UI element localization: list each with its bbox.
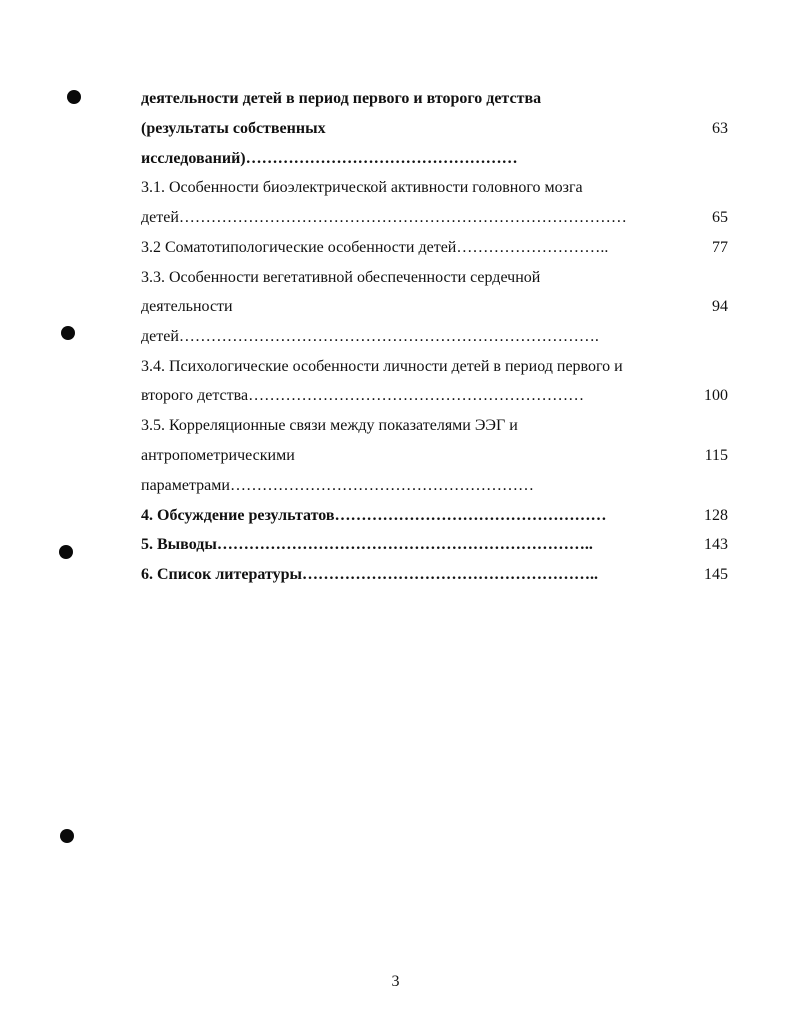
toc-page-number: 100 [704,387,728,404]
toc-line: 6. Список литературы……………………………………………….. [141,566,598,583]
toc-page-number: 65 [712,209,728,226]
binder-hole-mark [59,545,73,559]
toc-line: деятельности [141,298,233,315]
toc-line: исследований)…………………………………………… [141,150,518,167]
toc-line: 5. Выводы…………………………………………………………….. [141,536,593,553]
binder-hole-mark [67,90,81,104]
binder-hole-mark [61,326,75,340]
toc-page-number: 77 [712,239,728,256]
toc-line: 4. Обсуждение результатов…………………………………………… [141,507,607,524]
toc-line: 3.4. Психологические особенности личности детей в период первого и [141,358,623,375]
toc-line: детей……………………………………………………………………. [141,328,599,345]
toc-page-number: 115 [704,447,728,464]
toc-line: деятельности детей в период первого и второго детства [141,90,542,107]
toc-line: 3.5. Корреляционные связи между показателями ЭЭГ и [141,417,518,434]
toc-page-number: 145 [704,566,728,583]
toc-page-number: 143 [704,536,728,553]
toc-page-number: 63 [712,120,728,137]
toc-line: антропометрическими [141,447,295,464]
toc-page-number: 128 [704,507,728,524]
toc-line: второго детства……………………………………………………… [141,387,585,404]
page-number: 3 [391,973,400,990]
toc-page-number: 94 [712,298,728,315]
toc-line: (результаты собственных [141,120,326,137]
toc-line: параметрами………………………………………………… [141,477,534,494]
binder-hole-mark [60,829,74,843]
toc-line: детей………………………………………………………………………… [141,209,627,226]
toc-line: 3.3. Особенности вегетативной обеспеченности сердечной [141,269,541,286]
toc-line: 3.1. Особенности биоэлектрической активности головного мозга [141,179,583,196]
toc-line: 3.2 Соматотипологические особенности детей……………………….. [141,239,609,256]
